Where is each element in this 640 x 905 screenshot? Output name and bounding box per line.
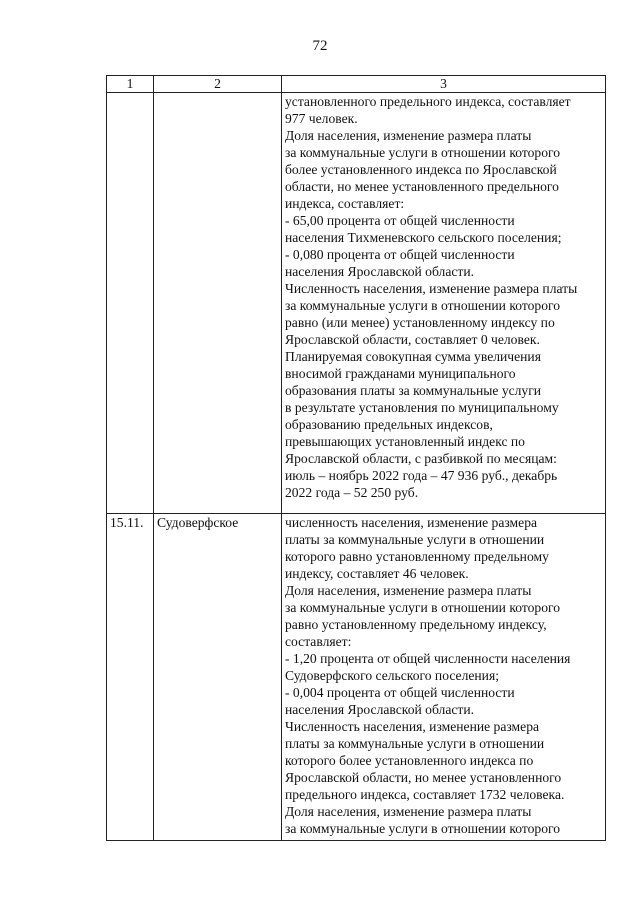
text-line: Ярославской области, составляет 0 человек. <box>285 332 540 347</box>
text-line: в результате установления по муниципальному <box>285 400 559 415</box>
text-line: Ярославской области, с разбивкой по месяцам: <box>285 451 557 466</box>
table-row <box>107 93 606 514</box>
text-line: - 0,004 процента от общей численности <box>285 685 515 700</box>
text-line: области, но менее установленного предельного <box>285 179 559 194</box>
text-line: 2022 года – 52 250 руб. <box>285 485 419 500</box>
text-line: Ярославской области, но менее установленного <box>285 770 562 785</box>
text-line: которого более установленного индекса по <box>285 753 534 768</box>
text-line: образования платы за коммунальные услуги <box>285 383 542 398</box>
text-line: июль – ноябрь 2022 года – 47 936 руб., декабрь <box>285 468 558 483</box>
text-line: равно (или менее) установленному индексу по <box>285 315 555 330</box>
text-line: населения Тихменевского сельского поселения; <box>285 230 562 245</box>
header-col-2: 2 <box>154 76 282 93</box>
text-line: - 0,080 процента от общей численности <box>285 247 515 262</box>
text-line: платы за коммунальные услуги в отношении <box>285 736 545 751</box>
table-row <box>107 514 606 841</box>
row-name-cell <box>154 93 282 514</box>
header-col-3: 3 <box>282 76 606 93</box>
text-line: - 65,00 процента от общей численности <box>285 213 515 228</box>
text-line: предельного индекса, составляет 1732 человека. <box>285 787 565 802</box>
text-line: за коммунальные услуги в отношении которого <box>285 145 561 160</box>
text-line: населения Ярославской области. <box>285 264 475 279</box>
text-line: 977 человек. <box>285 111 358 126</box>
text-line: численность населения, изменение размера <box>285 515 538 530</box>
header-col-1: 1 <box>107 76 154 93</box>
text-line: Доля населения, изменение размера платы <box>285 583 532 598</box>
text-line: Численность населения, изменение размера <box>285 719 540 734</box>
row-description-cell <box>282 93 606 514</box>
text-line: за коммунальные услуги в отношении которого <box>285 821 561 836</box>
text-line: индекса, составляет: <box>285 196 405 211</box>
text-line: Доля населения, изменение размера платы <box>285 804 532 819</box>
text-line: за коммунальные услуги в отношении которого <box>285 600 561 615</box>
text-line: установленного предельного индекса, составляет <box>285 94 571 109</box>
text-line: вносимой гражданами муниципального <box>285 366 516 381</box>
text-line: за коммунальные услуги в отношении которого <box>285 298 561 313</box>
text-line: - 1,20 процента от общей численности населения <box>285 651 571 666</box>
text-line: населения Ярославской области. <box>285 702 475 717</box>
row-name-cell: Судоверфское <box>154 514 282 841</box>
description-lines <box>285 514 603 837</box>
page-number: 72 <box>312 38 328 54</box>
text-line: образованию предельных индексов, <box>285 417 493 432</box>
row-description-cell <box>282 514 606 841</box>
text-line: Численность населения, изменение размера платы <box>285 281 578 296</box>
text-line: Доля населения, изменение размера платы <box>285 128 532 143</box>
row-number-cell <box>107 93 154 514</box>
text-line: которого равно установленному предельному <box>285 549 549 564</box>
row-number-cell: 15.11. <box>107 514 154 841</box>
text-line: Планируемая совокупная сумма увеличения <box>285 349 541 364</box>
text-line: Судоверфского сельского поселения; <box>285 668 499 683</box>
data-table <box>106 75 606 841</box>
text-line: превышающих установленный индекс по <box>285 434 525 449</box>
text-line: равно установленному предельному индексу, <box>285 617 547 632</box>
description-lines <box>285 93 603 501</box>
text-line: платы за коммунальные услуги в отношении <box>285 532 545 547</box>
text-line: более установленного индекса по Ярославской <box>285 162 557 177</box>
table-header-row <box>107 76 606 93</box>
text-line: составляет: <box>285 634 352 649</box>
text-line: индексу, составляет 46 человек. <box>285 566 469 581</box>
